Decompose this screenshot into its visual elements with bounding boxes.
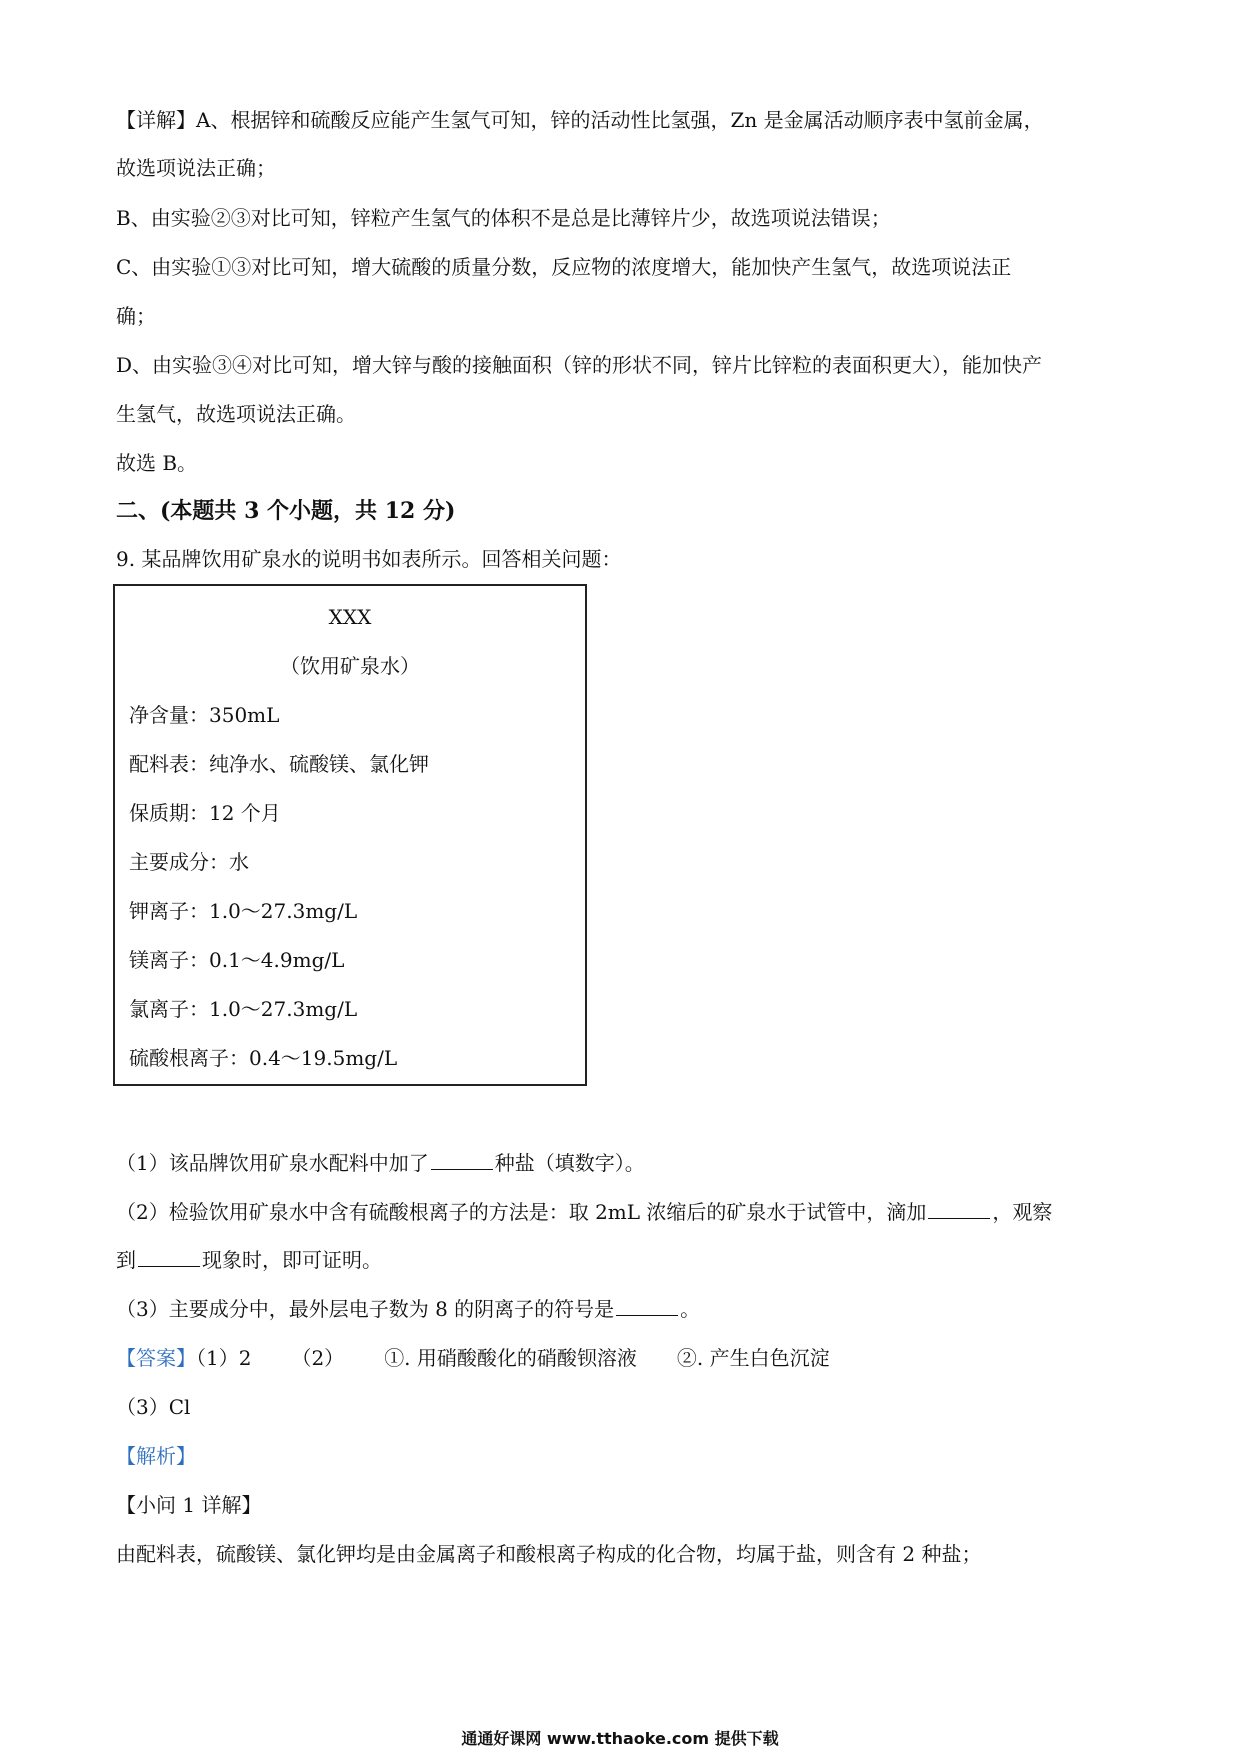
q2-text-post: ，观察 — [992, 1200, 1053, 1224]
label-row: 镁离子：0.1～4.9mg/L — [129, 948, 345, 972]
answer-tag: 【答案】 — [116, 1346, 196, 1370]
detail-b-line1: B、由实验②③对比可知，锌粒产生氢气的体积不是总是比薄锌片少，故选项说法错误； — [116, 206, 891, 230]
question9-part3 — [116, 1295, 700, 1323]
q2-text-pre: （2）检验饮用矿泉水中含有硫酸根离子的方法是：取 2mL 浓缩后的矿泉水于试管中，滴加 — [116, 1200, 927, 1224]
label-row: 保质期：12 个月 — [129, 801, 281, 825]
footer-watermark: 通通好课网 www.tthaoke.com 提供下载 — [461, 1729, 779, 1748]
detail-c-line2: 确； — [116, 304, 156, 328]
label-brand: XXX — [328, 605, 372, 629]
detail-d-line1: D、由实验③④对比可知，增大锌与酸的接触面积（锌的形状不同，锌片比锌粒的表面积更大），能加快产 — [116, 353, 1043, 377]
detail-c-line1: C、由实验①③对比可知，增大硫酸的质量分数，反应物的浓度增大，能加快产生氢气，故选项说法正 — [116, 255, 1012, 279]
label-row: 硫酸根离子：0.4～19.5mg/L — [129, 1046, 398, 1070]
q3-text-pre: （3）主要成分中，最外层电子数为 8 的阴离子的符号是 — [116, 1297, 615, 1321]
label-row: 钾离子：1.0～27.3mg/L — [129, 899, 358, 923]
label-row: 主要成分：水 — [129, 850, 249, 874]
answer-line — [116, 1344, 830, 1372]
q2b-text-pre: 到 — [116, 1248, 136, 1272]
q1-text-post: 种盐（填数字）。 — [494, 1151, 645, 1175]
label-row: 净含量：350mL — [129, 703, 280, 727]
label-type: （饮用矿泉水） — [280, 654, 420, 678]
answer-blank[interactable] — [138, 1248, 200, 1267]
label-row: 配料表：纯净水、硫酸镁、氯化钾 — [129, 752, 429, 776]
answer-part1: （1）2 — [196, 1346, 252, 1370]
answer-blank[interactable] — [928, 1200, 990, 1219]
answer-blank[interactable] — [431, 1151, 493, 1170]
question9-stem: 9. 某品牌饮用矿泉水的说明书如表所示。回答相关问题： — [116, 547, 622, 571]
answer-blank[interactable] — [616, 1297, 678, 1316]
detail-a-line2: 故选项说法正确； — [116, 156, 276, 180]
product-label-box — [113, 584, 587, 1086]
question9-part1 — [116, 1149, 645, 1177]
detail-d-line2: 生氢气，故选项说法正确。 — [116, 402, 356, 426]
q1-text-pre: （1）该品牌饮用矿泉水配料中加了 — [116, 1151, 429, 1175]
answer-part2a: ①. 用硝酸酸化的硝酸钡溶液 — [384, 1346, 637, 1370]
analysis-subheading-1: 【小问 1 详解】 — [116, 1493, 262, 1517]
answer-part2: （2） — [291, 1346, 345, 1370]
question9-part2 — [116, 1198, 1052, 1226]
label-row: 氯离子：1.0～27.3mg/L — [129, 997, 358, 1021]
answer-part2b: ②. 产生白色沉淀 — [676, 1346, 830, 1370]
detail-a-line1: 【详解】A、根据锌和硫酸反应能产生氢气可知，锌的活动性比氢强，Zn 是金属活动顺序表中氢前金属， — [116, 108, 1044, 132]
detail-conclusion: 故选 B。 — [116, 451, 198, 475]
analysis-text-1: 由配料表，硫酸镁、氯化钾均是由金属离子和酸根离子构成的化合物，均属于盐，则含有 2 种盐； — [116, 1542, 982, 1566]
analysis-tag: 【解析】 — [116, 1444, 196, 1468]
section-heading: 二、(本题共 3 个小题，共 12 分) — [116, 498, 456, 524]
q3-text-post: 。 — [680, 1297, 701, 1321]
q2b-text-post: 现象时，即可证明。 — [202, 1248, 382, 1272]
question9-part2-cont — [116, 1246, 382, 1274]
answer-part3: （3）Cl — [116, 1395, 191, 1419]
